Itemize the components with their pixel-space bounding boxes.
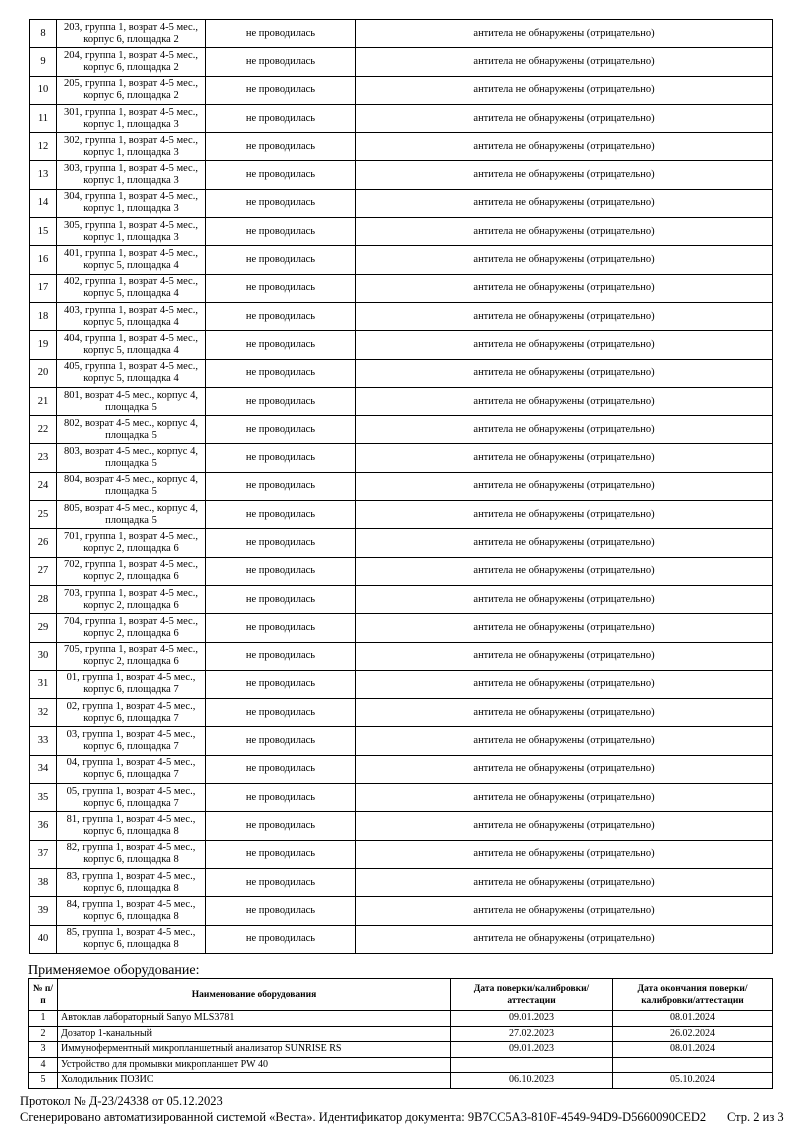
cell-result: антитела не обнаружены (отрицательно) [356,784,773,812]
cell-check-date: 06.10.2023 [451,1073,613,1089]
cell-test: не проводилась [206,614,356,642]
cell-result: антитела не обнаружены (отрицательно) [356,585,773,613]
cell-test: не проводилась [206,925,356,953]
table-row [30,20,773,48]
cell-sample: 01, группа 1, возрат 4-5 мес., корпус 6, площадка 7 [57,670,206,698]
cell-test: не проводилась [206,20,356,48]
table-row [30,359,773,387]
table-row [30,812,773,840]
cell-end-date: 08.01.2024 [613,1011,773,1027]
table-row [30,76,773,104]
cell-number: 14 [30,189,57,217]
cell-test: не проводилась [206,755,356,783]
cell-result: антитела не обнаружены (отрицательно) [356,444,773,472]
table-row [29,1057,773,1073]
table-row [30,699,773,727]
cell-sample: 03, группа 1, возрат 4-5 мес., корпус 6, площадка 7 [57,727,206,755]
cell-test: не проводилась [206,812,356,840]
cell-result: антитела не обнаружены (отрицательно) [356,20,773,48]
cell-result: антитела не обнаружены (отрицательно) [356,104,773,132]
cell-test: не проводилась [206,189,356,217]
cell-result: антитела не обнаружены (отрицательно) [356,331,773,359]
cell-number: 32 [30,699,57,727]
cell-result: антитела не обнаружены (отрицательно) [356,76,773,104]
table-row [30,755,773,783]
table-row [30,925,773,953]
cell-test: не проводилась [206,472,356,500]
table-row [29,1073,773,1089]
cell-number: 8 [30,20,57,48]
cell-number: 39 [30,897,57,925]
cell-result: антитела не обнаружены (отрицательно) [356,812,773,840]
table-row [30,614,773,642]
cell-test: не проводилась [206,331,356,359]
cell-test: не проводилась [206,161,356,189]
col-equipment-name: Наименование оборудования [58,979,451,1011]
cell-result: антитела не обнаружены (отрицательно) [356,48,773,76]
table-row [30,189,773,217]
cell-result: антитела не обнаружены (отрицательно) [356,925,773,953]
cell-number: 38 [30,868,57,896]
cell-sample: 802, возрат 4-5 мес., корпус 4, площадка 5 [57,416,206,444]
cell-result: антитела не обнаружены (отрицательно) [356,670,773,698]
table-row [30,472,773,500]
cell-result: антитела не обнаружены (отрицательно) [356,840,773,868]
cell-test: не проводилась [206,274,356,302]
cell-test: не проводилась [206,670,356,698]
cell-result: антитела не обнаружены (отрицательно) [356,897,773,925]
cell-number: 18 [30,302,57,330]
cell-number: 33 [30,727,57,755]
cell-number: 20 [30,359,57,387]
cell-number: 4 [29,1057,58,1073]
cell-check-date: 09.01.2023 [451,1042,613,1058]
cell-result: антитела не обнаружены (отрицательно) [356,302,773,330]
cell-sample: 04, группа 1, возрат 4-5 мес., корпус 6, площадка 7 [57,755,206,783]
cell-result: антитела не обнаружены (отрицательно) [356,501,773,529]
cell-number: 34 [30,755,57,783]
cell-number: 37 [30,840,57,868]
cell-test: не проводилась [206,48,356,76]
cell-sample: 403, группа 1, возрат 4-5 мес., корпус 5, площадка 4 [57,302,206,330]
col-end-date: Дата окончания поверки/калибровки/аттестации [613,979,773,1011]
cell-end-date: 08.01.2024 [613,1042,773,1058]
cell-sample: 803, возрат 4-5 мес., корпус 4, площадка 5 [57,444,206,472]
cell-number: 36 [30,812,57,840]
cell-number: 17 [30,274,57,302]
cell-sample: 303, группа 1, возрат 4-5 мес., корпус 1, площадка 3 [57,161,206,189]
cell-test: не проводилась [206,557,356,585]
table-row [30,218,773,246]
cell-result: антитела не обнаружены (отрицательно) [356,218,773,246]
cell-number: 24 [30,472,57,500]
cell-number: 19 [30,331,57,359]
table-row [30,727,773,755]
cell-sample: 701, группа 1, возрат 4-5 мес., корпус 2, площадка 6 [57,529,206,557]
cell-result: антитела не обнаружены (отрицательно) [356,529,773,557]
cell-number: 2 [29,1026,58,1042]
table-row [30,585,773,613]
cell-sample: 81, группа 1, возрат 4-5 мес., корпус 6, площадка 8 [57,812,206,840]
cell-result: антитела не обнаружены (отрицательно) [356,274,773,302]
cell-number: 5 [29,1073,58,1089]
cell-number: 12 [30,133,57,161]
cell-test: не проводилась [206,416,356,444]
cell-number: 21 [30,387,57,415]
cell-result: антитела не обнаружены (отрицательно) [356,727,773,755]
cell-result: антитела не обнаружены (отрицательно) [356,246,773,274]
cell-sample: 302, группа 1, возрат 4-5 мес., корпус 1, площадка 3 [57,133,206,161]
cell-sample: 83, группа 1, возрат 4-5 мес., корпус 6, площадка 8 [57,868,206,896]
table-row [30,444,773,472]
equipment-heading: Применяемое оборудование: [28,963,200,978]
cell-sample: 82, группа 1, возрат 4-5 мес., корпус 6, площадка 8 [57,840,206,868]
table-row [30,642,773,670]
cell-sample: 84, группа 1, возрат 4-5 мес., корпус 6, площадка 8 [57,897,206,925]
table-row [30,840,773,868]
cell-sample: 705, группа 1, возрат 4-5 мес., корпус 2, площадка 6 [57,642,206,670]
col-check-date: Дата поверки/калибровки/аттестации [451,979,613,1011]
table-row [29,1042,773,1058]
cell-equipment-name: Устройство для промывки микропланшет PW 40 [58,1057,451,1073]
cell-test: не проводилась [206,784,356,812]
cell-number: 31 [30,670,57,698]
cell-sample: 805, возрат 4-5 мес., корпус 4, площадка 5 [57,501,206,529]
table-row [30,501,773,529]
cell-result: антитела не обнаружены (отрицательно) [356,133,773,161]
table-row [30,274,773,302]
cell-test: не проводилась [206,359,356,387]
cell-test: не проводилась [206,699,356,727]
cell-number: 26 [30,529,57,557]
generated-note: Сгенерировано автоматизированной системой «Веста». Идентификатор документа: 9B7CC5A3-810F-4549-94D9-D5660090CED2 [20,1110,707,1124]
table-row [30,331,773,359]
cell-sample: 85, группа 1, возрат 4-5 мес., корпус 6, площадка 8 [57,925,206,953]
cell-number: 29 [30,614,57,642]
cell-result: антитела не обнаружены (отрицательно) [356,189,773,217]
table-row [30,670,773,698]
cell-sample: 404, группа 1, возрат 4-5 мес., корпус 5, площадка 4 [57,331,206,359]
cell-number: 10 [30,76,57,104]
cell-test: не проводилась [206,76,356,104]
cell-number: 28 [30,585,57,613]
cell-number: 35 [30,784,57,812]
cell-test: не проводилась [206,444,356,472]
table-row [29,1026,773,1042]
cell-sample: 301, группа 1, возрат 4-5 мес., корпус 1, площадка 3 [57,104,206,132]
cell-test: не проводилась [206,133,356,161]
cell-test: не проводилась [206,387,356,415]
cell-number: 23 [30,444,57,472]
cell-result: антитела не обнаружены (отрицательно) [356,614,773,642]
cell-number: 11 [30,104,57,132]
cell-equipment-name: Иммуноферментный микропланшетный анализатор SUNRISE RS [58,1042,451,1058]
table-row [30,104,773,132]
cell-end-date: 05.10.2024 [613,1073,773,1089]
cell-test: не проводилась [206,642,356,670]
cell-test: не проводилась [206,218,356,246]
cell-result: антитела не обнаружены (отрицательно) [356,868,773,896]
cell-number: 22 [30,416,57,444]
cell-result: антитела не обнаружены (отрицательно) [356,359,773,387]
cell-test: не проводилась [206,302,356,330]
cell-sample: 304, группа 1, возрат 4-5 мес., корпус 1, площадка 3 [57,189,206,217]
cell-sample: 205, группа 1, возрат 4-5 мес., корпус 6, площадка 2 [57,76,206,104]
cell-test: не проводилась [206,246,356,274]
cell-equipment-name: Автоклав лабораторный Sanyo MLS3781 [58,1011,451,1027]
table-row [30,529,773,557]
cell-number: 16 [30,246,57,274]
cell-number: 3 [29,1042,58,1058]
cell-sample: 204, группа 1, возрат 4-5 мес., корпус 6, площадка 2 [57,48,206,76]
cell-number: 40 [30,925,57,953]
table-row [30,868,773,896]
cell-test: не проводилась [206,897,356,925]
col-number: № п/п [29,979,58,1011]
cell-result: антитела не обнаружены (отрицательно) [356,642,773,670]
cell-test: не проводилась [206,529,356,557]
cell-sample: 401, группа 1, возрат 4-5 мес., корпус 5, площадка 4 [57,246,206,274]
table-row [30,302,773,330]
protocol-number: Протокол № Д-23/24338 от 05.12.2023 [20,1094,223,1108]
cell-number: 15 [30,218,57,246]
table-row [30,784,773,812]
cell-result: антитела не обнаружены (отрицательно) [356,161,773,189]
table-row [30,246,773,274]
cell-number: 30 [30,642,57,670]
cell-result: антитела не обнаружены (отрицательно) [356,557,773,585]
results-table [29,19,773,954]
cell-check-date: 09.01.2023 [451,1011,613,1027]
cell-number: 1 [29,1011,58,1027]
cell-number: 9 [30,48,57,76]
cell-test: не проводилась [206,868,356,896]
cell-number: 27 [30,557,57,585]
cell-result: антитела не обнаружены (отрицательно) [356,755,773,783]
table-row [30,416,773,444]
cell-number: 25 [30,501,57,529]
cell-sample: 801, возрат 4-5 мес., корпус 4, площадка 5 [57,387,206,415]
cell-test: не проводилась [206,585,356,613]
cell-sample: 402, группа 1, возрат 4-5 мес., корпус 5, площадка 4 [57,274,206,302]
cell-sample: 702, группа 1, возрат 4-5 мес., корпус 2, площадка 6 [57,557,206,585]
cell-end-date: 26.02.2024 [613,1026,773,1042]
table-row [30,387,773,415]
cell-test: не проводилась [206,840,356,868]
table-row [30,161,773,189]
cell-sample: 703, группа 1, возрат 4-5 мес., корпус 2, площадка 6 [57,585,206,613]
cell-equipment-name: Дозатор 1-канальный [58,1026,451,1042]
cell-result: антитела не обнаружены (отрицательно) [356,472,773,500]
table-row [30,133,773,161]
cell-sample: 05, группа 1, возрат 4-5 мес., корпус 6, площадка 7 [57,784,206,812]
cell-number: 13 [30,161,57,189]
cell-result: антитела не обнаружены (отрицательно) [356,416,773,444]
cell-sample: 804, возрат 4-5 мес., корпус 4, площадка 5 [57,472,206,500]
page-number: Стр. 2 из 3 [727,1110,784,1124]
cell-sample: 305, группа 1, возрат 4-5 мес., корпус 1, площадка 3 [57,218,206,246]
cell-test: не проводилась [206,727,356,755]
cell-end-date [613,1057,773,1073]
table-row [29,1011,773,1027]
cell-sample: 02, группа 1, возрат 4-5 мес., корпус 6, площадка 7 [57,699,206,727]
cell-sample: 704, группа 1, возрат 4-5 мес., корпус 2, площадка 6 [57,614,206,642]
equipment-table [28,978,773,1089]
cell-result: антитела не обнаружены (отрицательно) [356,387,773,415]
cell-equipment-name: Холодильник ПОЗИС [58,1073,451,1089]
cell-sample: 203, группа 1, возрат 4-5 мес., корпус 6, площадка 2 [57,20,206,48]
cell-test: не проводилась [206,104,356,132]
table-row [30,557,773,585]
cell-sample: 405, группа 1, возрат 4-5 мес., корпус 5, площадка 4 [57,359,206,387]
cell-check-date [451,1057,613,1073]
cell-test: не проводилась [206,501,356,529]
table-row [30,897,773,925]
cell-result: антитела не обнаружены (отрицательно) [356,699,773,727]
table-row [30,48,773,76]
cell-check-date: 27.02.2023 [451,1026,613,1042]
